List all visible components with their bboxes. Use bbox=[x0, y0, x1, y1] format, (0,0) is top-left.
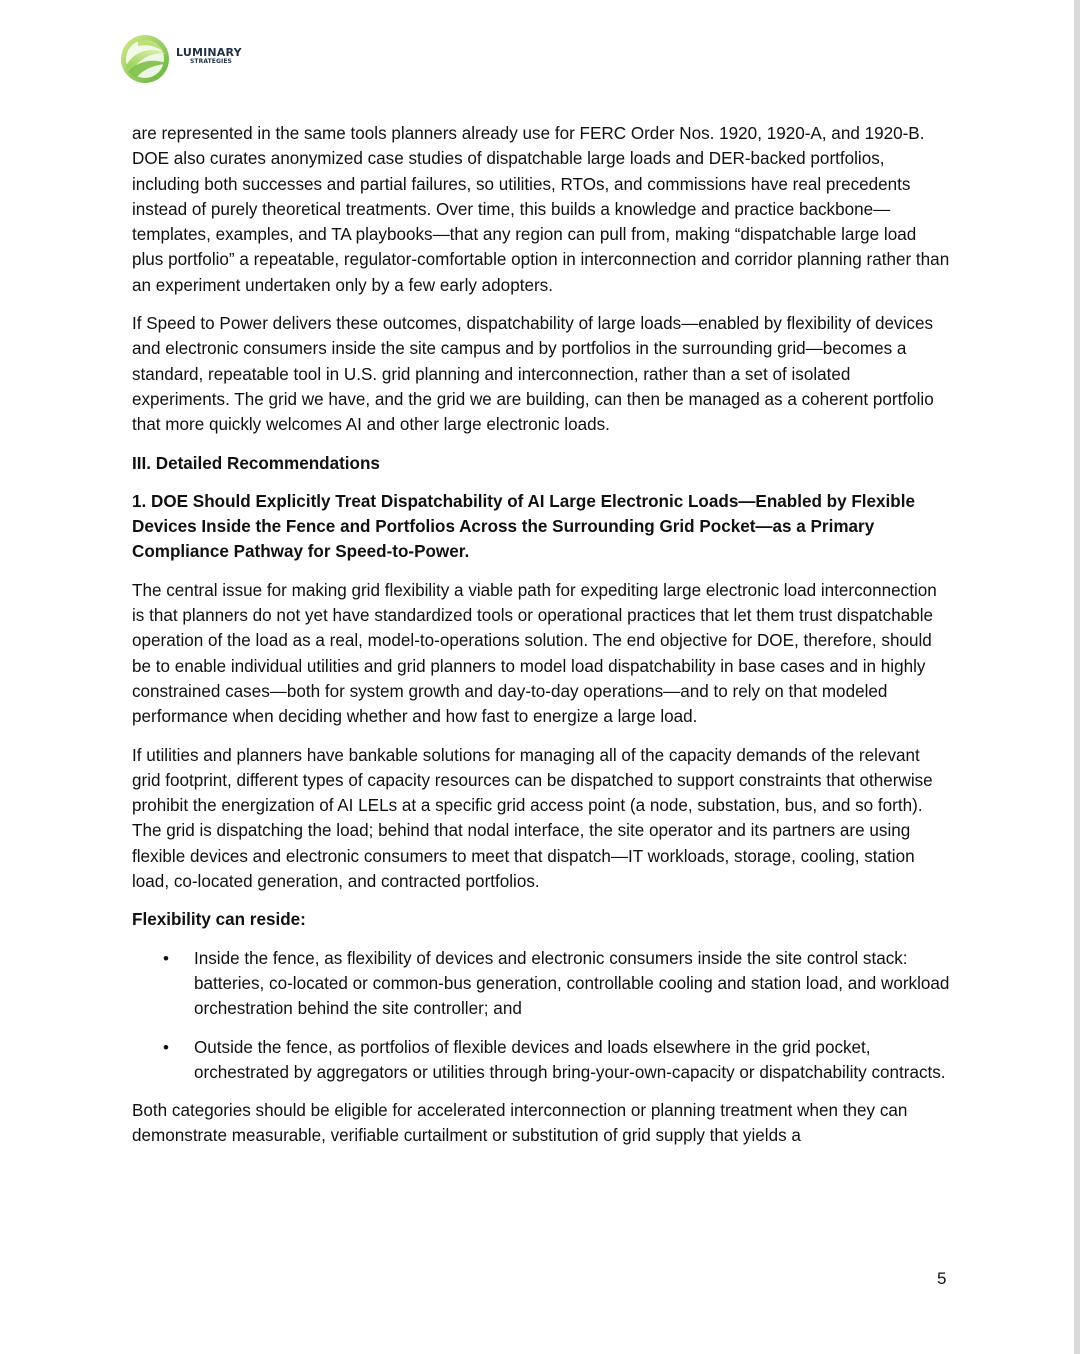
list-item bbox=[132, 1035, 950, 1086]
logo-name: LUMINARY bbox=[176, 46, 242, 59]
bullet-icon: • bbox=[163, 1037, 169, 1057]
paragraph-speed-to-power-outcomes: If Speed to Power delivers these outcomes, dispatchability of large loads—enabled by flexibility of devices and electronic consumers inside the site campus and by portfolios in the surrounding grid—becomes a standard, repeatable tool in U.S. grid planning and interconnection, rather than a set of isolated experiments. The grid we have, and the grid we are building, can then be managed as a coherent portfolio that more quickly welcomes AI and other large electronic loads. bbox=[132, 314, 934, 435]
section-heading: III. Detailed Recommendations bbox=[132, 453, 380, 473]
flexibility-heading: Flexibility can reside: bbox=[132, 910, 306, 930]
list-item-text: Outside the fence, as portfolios of flexible devices and loads elsewhere in the grid pocket, orchestrated by aggregators or utilities through bring-your-own-capacity or dispatchability contracts. bbox=[194, 1037, 946, 1082]
document-body bbox=[132, 121, 950, 1162]
logo-subtitle: STRATEGIES bbox=[190, 58, 232, 65]
luminary-logo-icon bbox=[118, 32, 172, 86]
paragraph-central-issue: The central issue for making grid flexibility a viable path for expediting large electronic load interconnection is that planners do not yet have standardized tools or operational practices that let them trust dispatchable operation of the load as a real, model-to-operations solution. The end objective for DOE, therefore, should be to enable individual utilities and grid planners to model load dispatchability in base cases and in highly constrained cases—both for system growth and day-to-day operations—and to rely on that modeled performance when deciding whether and how fast to energize a large load. bbox=[132, 580, 937, 727]
page-number: 5 bbox=[937, 1269, 947, 1288]
bullet-icon: • bbox=[163, 948, 169, 968]
page-edge bbox=[1074, 0, 1080, 1354]
list-item bbox=[132, 946, 950, 1022]
recommendation-heading: 1. DOE Should Explicitly Treat Dispatchability of AI Large Electronic Loads—Enabled by Flexible Devices Inside the Fence and Portfolios Across the Surrounding Grid Pocket—as a Primary Compliance Pathway for Speed-to-Power. bbox=[132, 491, 916, 562]
paragraph-bankable-solutions: If utilities and planners have bankable solutions for managing all of the capacity demands of the relevant grid footprint, different types of capacity resources can be dispatched to support constraints that otherwise prohibit the energization of AI LELs at a specific grid access point (a node, substation, bus, and so forth). The grid is dispatching the load; behind that nodal interface, the site operator and its partners are using flexible devices and electronic consumers to meet that dispatch—IT workloads, storage, cooling, station load, co-located generation, and contracted portfolios. bbox=[132, 745, 933, 892]
paragraph-both-categories: Both categories should be eligible for accelerated interconnection or planning treatment when they can demonstrate measurable, verifiable curtailment or substitution of grid supply that yields a bbox=[132, 1101, 908, 1146]
flexibility-list bbox=[132, 946, 950, 1085]
document-header bbox=[118, 32, 242, 86]
paragraph-continued: are represented in the same tools planners already use for FERC Order Nos. 1920, 1920-A, and 1920-B. DOE also curates anonymized case studies of dispatchable large loads and DER-backed portfolios, including both successes and partial failures, so utilities, RTOs, and commissions have real precedents instead of purely theoretical treatments. Over time, this builds a knowledge and practice backbone—templates, examples, and TA playbooks—that any region can pull from, making “dispatchable large load plus portfolio” a repeatable, regulator-comfortable option in interconnection and corridor planning rather than an experiment undertaken only by a few early adopters. bbox=[132, 124, 950, 295]
list-item-text: Inside the fence, as flexibility of devices and electronic consumers inside the site control stack: batteries, co-located or common-bus generation, controllable cooling and station load, and workload orchestration behind the site controller; and bbox=[194, 948, 950, 1019]
